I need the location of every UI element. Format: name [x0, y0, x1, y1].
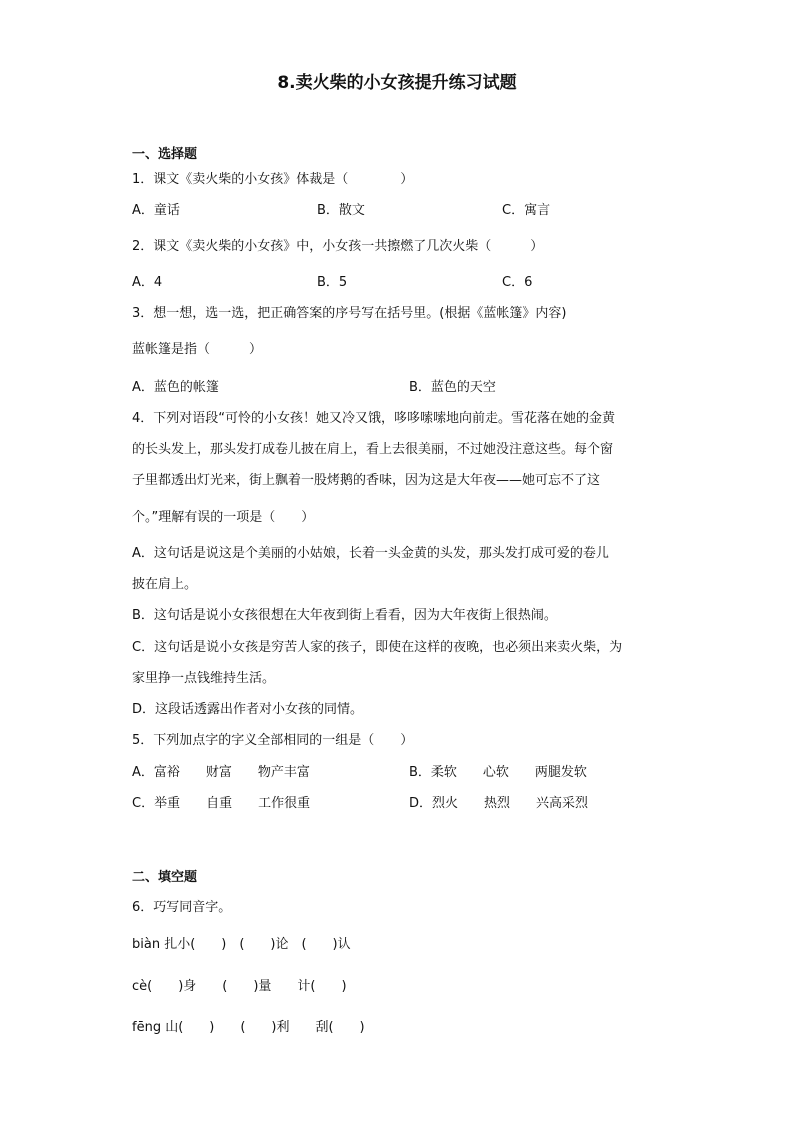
question-2-option-b: B．5	[317, 275, 348, 290]
question-5-option-c: C．举重 自重 工作很重	[132, 796, 311, 811]
question-3-sub: 蓝帐篷是指（ ）	[132, 342, 263, 357]
question-2-option-c: C．6	[502, 275, 533, 290]
question-1-option-c: C．寓言	[502, 203, 551, 218]
question-5-option-d: D．烈火 热烈 兴高采烈	[409, 796, 589, 811]
question-4-line-1: 4．下列对语段“可怜的小女孩！她又冷又饿，哆哆嗦嗦地向前走。雪花落在她的金黄	[132, 411, 616, 426]
question-1-option-a: A．童话	[132, 203, 180, 218]
question-4-option-a-line-2: 披在肩上。	[132, 577, 198, 592]
question-5-option-a: A．富裕 财富 物产丰富	[132, 765, 310, 780]
question-3-option-b: B．蓝色的天空	[409, 380, 496, 395]
question-4-option-d: D．这段话透露出作者对小女孩的同情。	[132, 702, 364, 717]
question-1-option-b: B．散文	[317, 203, 365, 218]
question-2-stem: 2．课文《卖火柴的小女孩》中，小女孩一共擦燃了几次火柴（ ）	[132, 239, 544, 254]
question-4-line-4: 个。”理解有误的一项是（ ）	[132, 510, 315, 525]
question-6-row-bian: biàn 扎小( ) ( )论 ( )认	[132, 937, 351, 952]
question-5-stem: 5．下列加点字的字义全部相同的一组是（ ）	[132, 733, 414, 748]
question-4-line-3: 子里都透出灯光来，街上飘着一股烤鹅的香味，因为这是大年夜——她可忘不了这	[132, 473, 601, 488]
question-3-option-a: A．蓝色的帐篷	[132, 380, 219, 395]
page-title: 8.卖火柴的小女孩提升练习试题	[277, 73, 517, 93]
question-4-line-2: 的长头发上，那头发打成卷儿披在肩上，看上去很美丽，不过她没注意这些。每个窗	[132, 442, 614, 457]
question-1-stem: 1．课文《卖火柴的小女孩》体裁是（ ）	[132, 172, 414, 187]
question-6-row-feng: fēng 山( ) ( )利 刮( )	[132, 1020, 365, 1035]
question-3-stem: 3．想一想，选一选，把正确答案的序号写在括号里。(根据《蓝帐篷》内容)	[132, 306, 567, 321]
question-4-option-b: B．这句话是说小女孩很想在大年夜到街上看看，因为大年夜街上很热闹。	[132, 608, 557, 623]
section-heading-choice: 一、选择题	[132, 147, 198, 162]
section-heading-fill: 二、填空题	[132, 870, 198, 885]
question-5-option-b: B．柔软 心软 两腿发软	[409, 765, 587, 780]
question-4-option-a-line-1: A．这句话是说这是个美丽的小姑娘，长着一头金黄的头发，那头发打成可爱的卷儿	[132, 546, 609, 561]
question-4-option-c-line-2: 家里挣一点钱维持生活。	[132, 671, 276, 686]
question-2-option-a: A．4	[132, 275, 163, 290]
question-6-row-ce: cè( )身 ( )量 计( )	[132, 979, 347, 994]
question-4-option-c-line-1: C．这句话是说小女孩是穷苦人家的孩子，即使在这样的夜晚，也必须出来卖火柴，为	[132, 640, 623, 655]
question-6-stem: 6．巧写同音字。	[132, 900, 232, 915]
